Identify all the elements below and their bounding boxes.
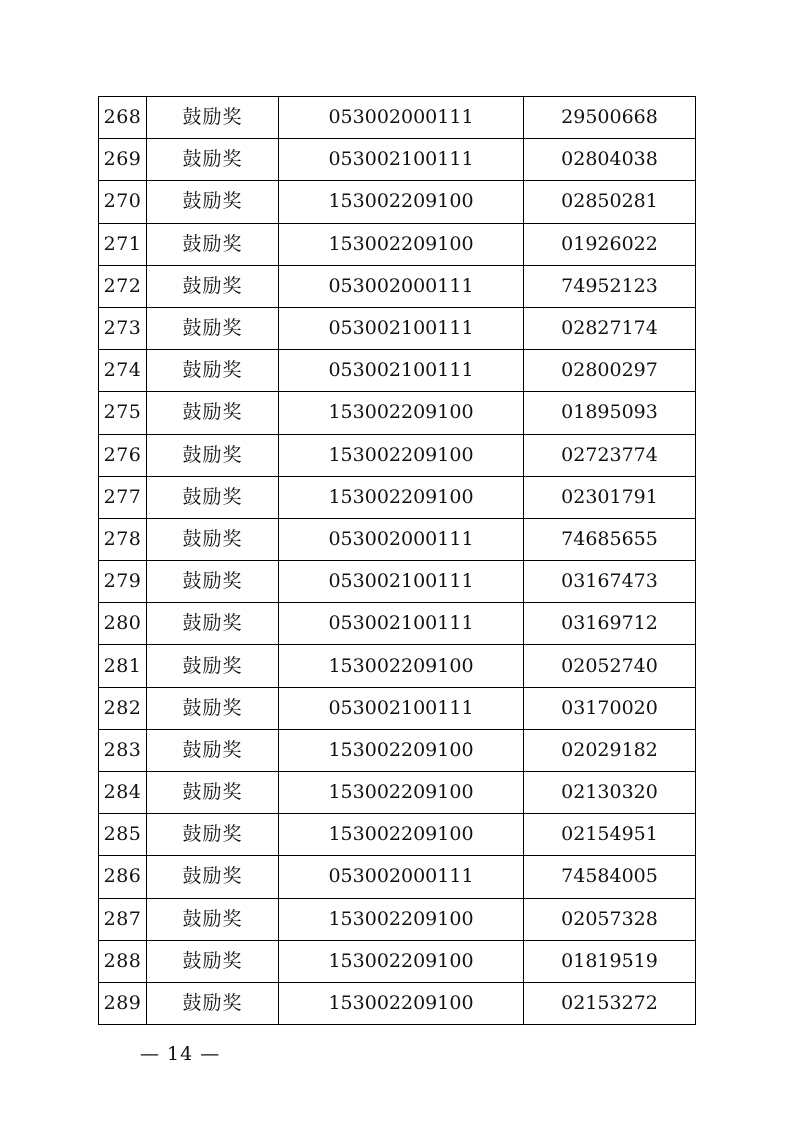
row-number-cell: 284 xyxy=(99,772,147,814)
id-number-cell: 74584005 xyxy=(524,856,696,898)
table-row xyxy=(99,97,696,139)
table-row xyxy=(99,772,696,814)
award-table-body xyxy=(99,97,696,1025)
id-number-cell: 02800297 xyxy=(524,350,696,392)
table-row xyxy=(99,181,696,223)
row-number-cell: 283 xyxy=(99,729,147,771)
id-number-cell: 02052740 xyxy=(524,645,696,687)
code-cell: 153002209100 xyxy=(279,223,524,265)
row-number-cell: 280 xyxy=(99,603,147,645)
id-number-cell: 74952123 xyxy=(524,265,696,307)
id-number-cell: 03170020 xyxy=(524,687,696,729)
row-number-cell: 274 xyxy=(99,350,147,392)
award-level-cell: 鼓励奖 xyxy=(147,97,279,139)
code-cell: 053002100111 xyxy=(279,603,524,645)
row-number-cell: 279 xyxy=(99,561,147,603)
award-level-cell: 鼓励奖 xyxy=(147,350,279,392)
row-number-cell: 286 xyxy=(99,856,147,898)
award-level-cell: 鼓励奖 xyxy=(147,307,279,349)
row-number-cell: 282 xyxy=(99,687,147,729)
code-cell: 153002209100 xyxy=(279,982,524,1024)
row-number-cell: 272 xyxy=(99,265,147,307)
row-number-cell: 270 xyxy=(99,181,147,223)
table-row xyxy=(99,518,696,560)
row-number-cell: 268 xyxy=(99,97,147,139)
table-row xyxy=(99,940,696,982)
code-cell: 053002100111 xyxy=(279,687,524,729)
table-row xyxy=(99,476,696,518)
code-cell: 053002100111 xyxy=(279,307,524,349)
id-number-cell: 03167473 xyxy=(524,561,696,603)
code-cell: 153002209100 xyxy=(279,392,524,434)
table-row xyxy=(99,350,696,392)
code-cell: 153002209100 xyxy=(279,181,524,223)
table-row xyxy=(99,603,696,645)
award-level-cell: 鼓励奖 xyxy=(147,772,279,814)
row-number-cell: 281 xyxy=(99,645,147,687)
code-cell: 153002209100 xyxy=(279,898,524,940)
award-level-cell: 鼓励奖 xyxy=(147,645,279,687)
id-number-cell: 02723774 xyxy=(524,434,696,476)
code-cell: 053002100111 xyxy=(279,561,524,603)
code-cell: 053002000111 xyxy=(279,518,524,560)
code-cell: 153002209100 xyxy=(279,772,524,814)
id-number-cell: 03169712 xyxy=(524,603,696,645)
table-row xyxy=(99,898,696,940)
code-cell: 053002000111 xyxy=(279,265,524,307)
row-number-cell: 285 xyxy=(99,814,147,856)
id-number-cell: 02850281 xyxy=(524,181,696,223)
table-row xyxy=(99,392,696,434)
table-row xyxy=(99,265,696,307)
award-level-cell: 鼓励奖 xyxy=(147,476,279,518)
award-level-cell: 鼓励奖 xyxy=(147,181,279,223)
row-number-cell: 289 xyxy=(99,982,147,1024)
award-level-cell: 鼓励奖 xyxy=(147,518,279,560)
code-cell: 153002209100 xyxy=(279,729,524,771)
award-level-cell: 鼓励奖 xyxy=(147,561,279,603)
id-number-cell: 01895093 xyxy=(524,392,696,434)
table-row xyxy=(99,561,696,603)
table-row xyxy=(99,687,696,729)
table-row xyxy=(99,139,696,181)
award-table xyxy=(98,96,696,1025)
code-cell: 053002100111 xyxy=(279,350,524,392)
id-number-cell: 02804038 xyxy=(524,139,696,181)
award-level-cell: 鼓励奖 xyxy=(147,139,279,181)
award-list-sheet xyxy=(98,96,695,1025)
table-row xyxy=(99,645,696,687)
id-number-cell: 02029182 xyxy=(524,729,696,771)
row-number-cell: 277 xyxy=(99,476,147,518)
id-number-cell: 02827174 xyxy=(524,307,696,349)
award-level-cell: 鼓励奖 xyxy=(147,223,279,265)
id-number-cell: 02130320 xyxy=(524,772,696,814)
award-level-cell: 鼓励奖 xyxy=(147,814,279,856)
row-number-cell: 275 xyxy=(99,392,147,434)
award-level-cell: 鼓励奖 xyxy=(147,603,279,645)
row-number-cell: 278 xyxy=(99,518,147,560)
row-number-cell: 269 xyxy=(99,139,147,181)
award-level-cell: 鼓励奖 xyxy=(147,729,279,771)
row-number-cell: 288 xyxy=(99,940,147,982)
award-level-cell: 鼓励奖 xyxy=(147,434,279,476)
award-level-cell: 鼓励奖 xyxy=(147,392,279,434)
code-cell: 153002209100 xyxy=(279,814,524,856)
page-number: — 14 — xyxy=(140,1043,221,1065)
award-level-cell: 鼓励奖 xyxy=(147,265,279,307)
table-row xyxy=(99,982,696,1024)
table-row xyxy=(99,856,696,898)
id-number-cell: 01926022 xyxy=(524,223,696,265)
row-number-cell: 287 xyxy=(99,898,147,940)
row-number-cell: 273 xyxy=(99,307,147,349)
code-cell: 053002000111 xyxy=(279,97,524,139)
table-row xyxy=(99,434,696,476)
id-number-cell: 02057328 xyxy=(524,898,696,940)
code-cell: 153002209100 xyxy=(279,476,524,518)
table-row xyxy=(99,307,696,349)
id-number-cell: 02301791 xyxy=(524,476,696,518)
award-level-cell: 鼓励奖 xyxy=(147,856,279,898)
id-number-cell: 02154951 xyxy=(524,814,696,856)
award-level-cell: 鼓励奖 xyxy=(147,898,279,940)
id-number-cell: 01819519 xyxy=(524,940,696,982)
table-row xyxy=(99,729,696,771)
row-number-cell: 271 xyxy=(99,223,147,265)
id-number-cell: 29500668 xyxy=(524,97,696,139)
award-level-cell: 鼓励奖 xyxy=(147,687,279,729)
award-level-cell: 鼓励奖 xyxy=(147,940,279,982)
code-cell: 153002209100 xyxy=(279,940,524,982)
id-number-cell: 74685655 xyxy=(524,518,696,560)
code-cell: 153002209100 xyxy=(279,645,524,687)
table-row xyxy=(99,223,696,265)
code-cell: 053002000111 xyxy=(279,856,524,898)
code-cell: 153002209100 xyxy=(279,434,524,476)
id-number-cell: 02153272 xyxy=(524,982,696,1024)
award-level-cell: 鼓励奖 xyxy=(147,982,279,1024)
row-number-cell: 276 xyxy=(99,434,147,476)
table-row xyxy=(99,814,696,856)
code-cell: 053002100111 xyxy=(279,139,524,181)
